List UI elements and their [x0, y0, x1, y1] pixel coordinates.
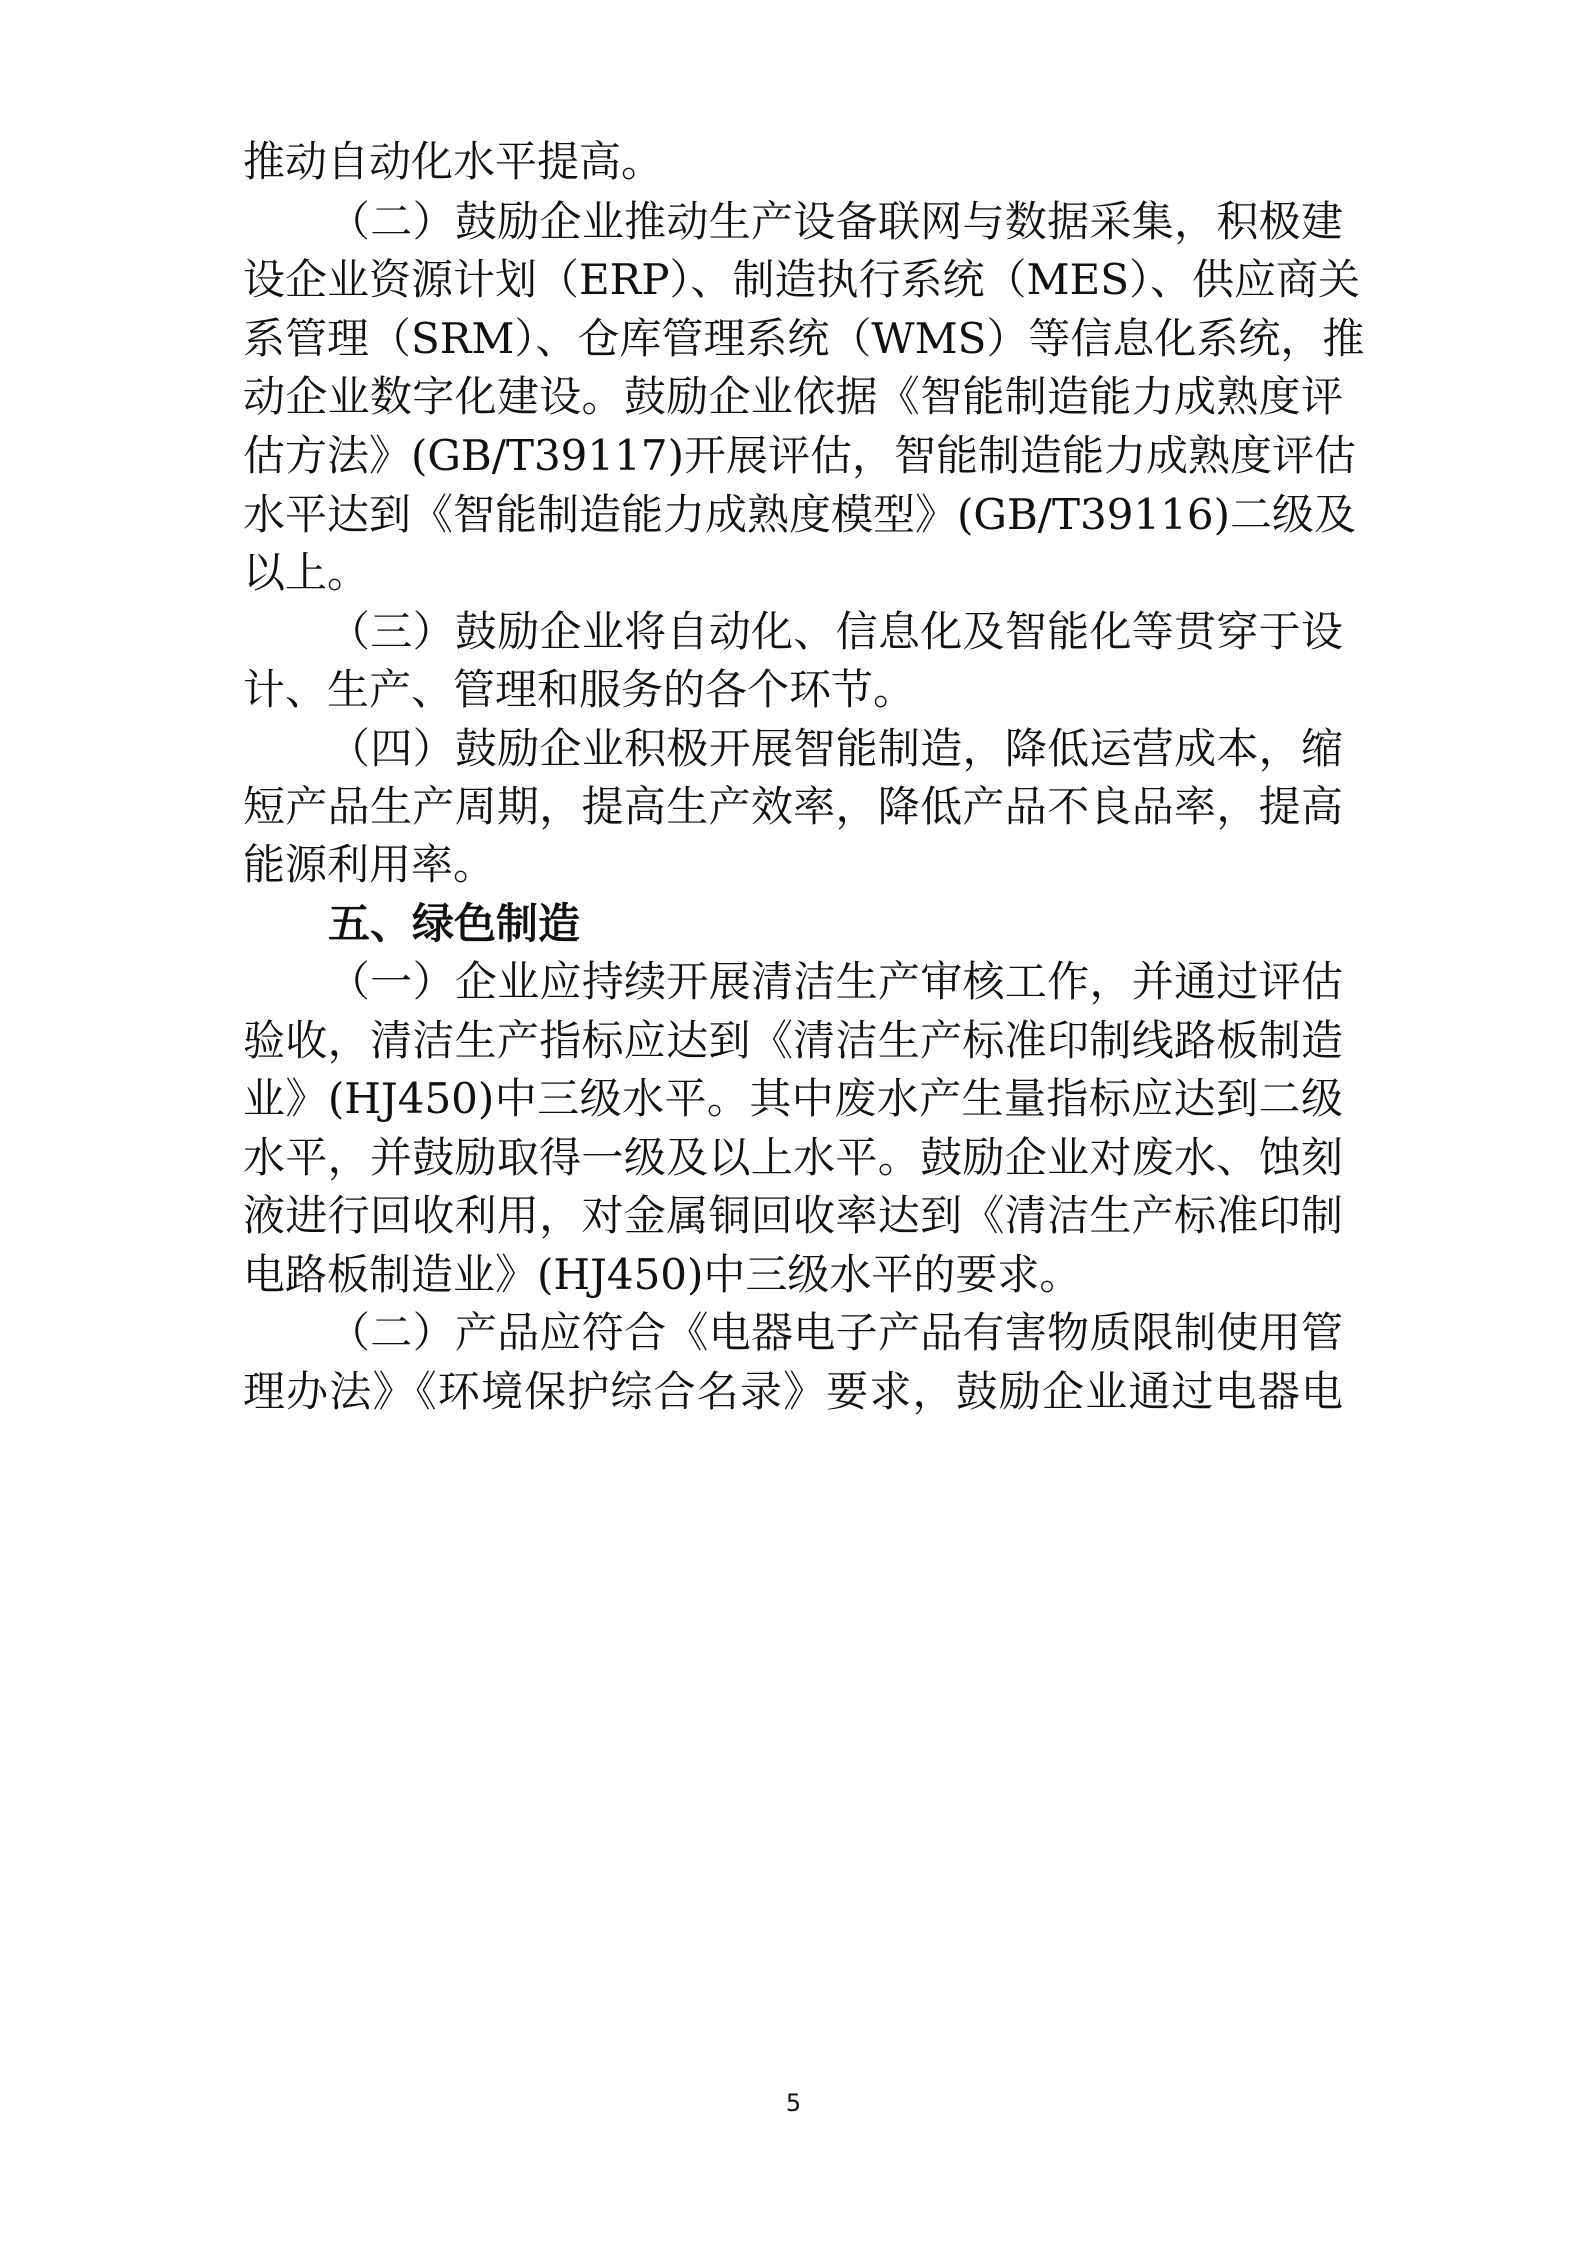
- text-line: 业》(HJ450)中三级水平。其中废水产生量指标应达到二级: [243, 1074, 1343, 1123]
- text-line: （二）鼓励企业推动生产设备联网与数据采集，积极建: [328, 197, 1343, 246]
- text-line: 理办法》《环境保护综合名录》要求，鼓励企业通过电器电: [243, 1367, 1343, 1416]
- text-line: 水平，并鼓励取得一级及以上水平。鼓励企业对废水、蚀刻: [243, 1133, 1343, 1182]
- text-line: 设企业资源计划（ERP）、制造执行系统（MES）、供应商关: [243, 255, 1360, 304]
- text-line: 计、生产、管理和服务的各个环节。: [243, 665, 916, 714]
- text-line: 以上。: [243, 548, 370, 597]
- section-heading: 五、绿色制造: [328, 899, 581, 948]
- text-line: 估方法》(GB/T39117)开展评估，智能制造能力成熟度评估: [243, 431, 1356, 480]
- text-line: 电路板制造业》(HJ450)中三级水平的要求。: [243, 1250, 1082, 1299]
- text-line: （三）鼓励企业将自动化、信息化及智能化等贯穿于设: [328, 607, 1343, 656]
- text-line: 水平达到《智能制造能力成熟度模型》(GB/T39116)二级及: [243, 490, 1356, 539]
- page-number: 5: [785, 2089, 802, 2117]
- text-line: 液进行回收利用，对金属铜回收率达到《清洁生产标准印制: [243, 1191, 1343, 1240]
- text-line: 能源利用率。: [243, 840, 496, 889]
- text-line: （四）鼓励企业积极开展智能制造，降低运营成本，缩: [328, 724, 1343, 773]
- text-line: （二）产品应符合《电器电子产品有害物质限制使用管: [328, 1308, 1343, 1357]
- text-line: 系管理（SRM）、仓库管理系统（WMS）等信息化系统，推: [243, 314, 1365, 363]
- text-line: （一）企业应持续开展清洁生产审核工作，并通过评估: [328, 957, 1343, 1006]
- text-line: 动企业数字化建设。鼓励企业依据《智能制造能力成熟度评: [243, 372, 1343, 421]
- text-line: 短产品生产周期，提高生产效率，降低产品不良品率，提高: [243, 782, 1343, 831]
- text-line: 验收，清洁生产指标应达到《清洁生产标准印制线路板制造: [243, 1016, 1343, 1065]
- text-line: 推动自动化水平提高。: [243, 137, 664, 186]
